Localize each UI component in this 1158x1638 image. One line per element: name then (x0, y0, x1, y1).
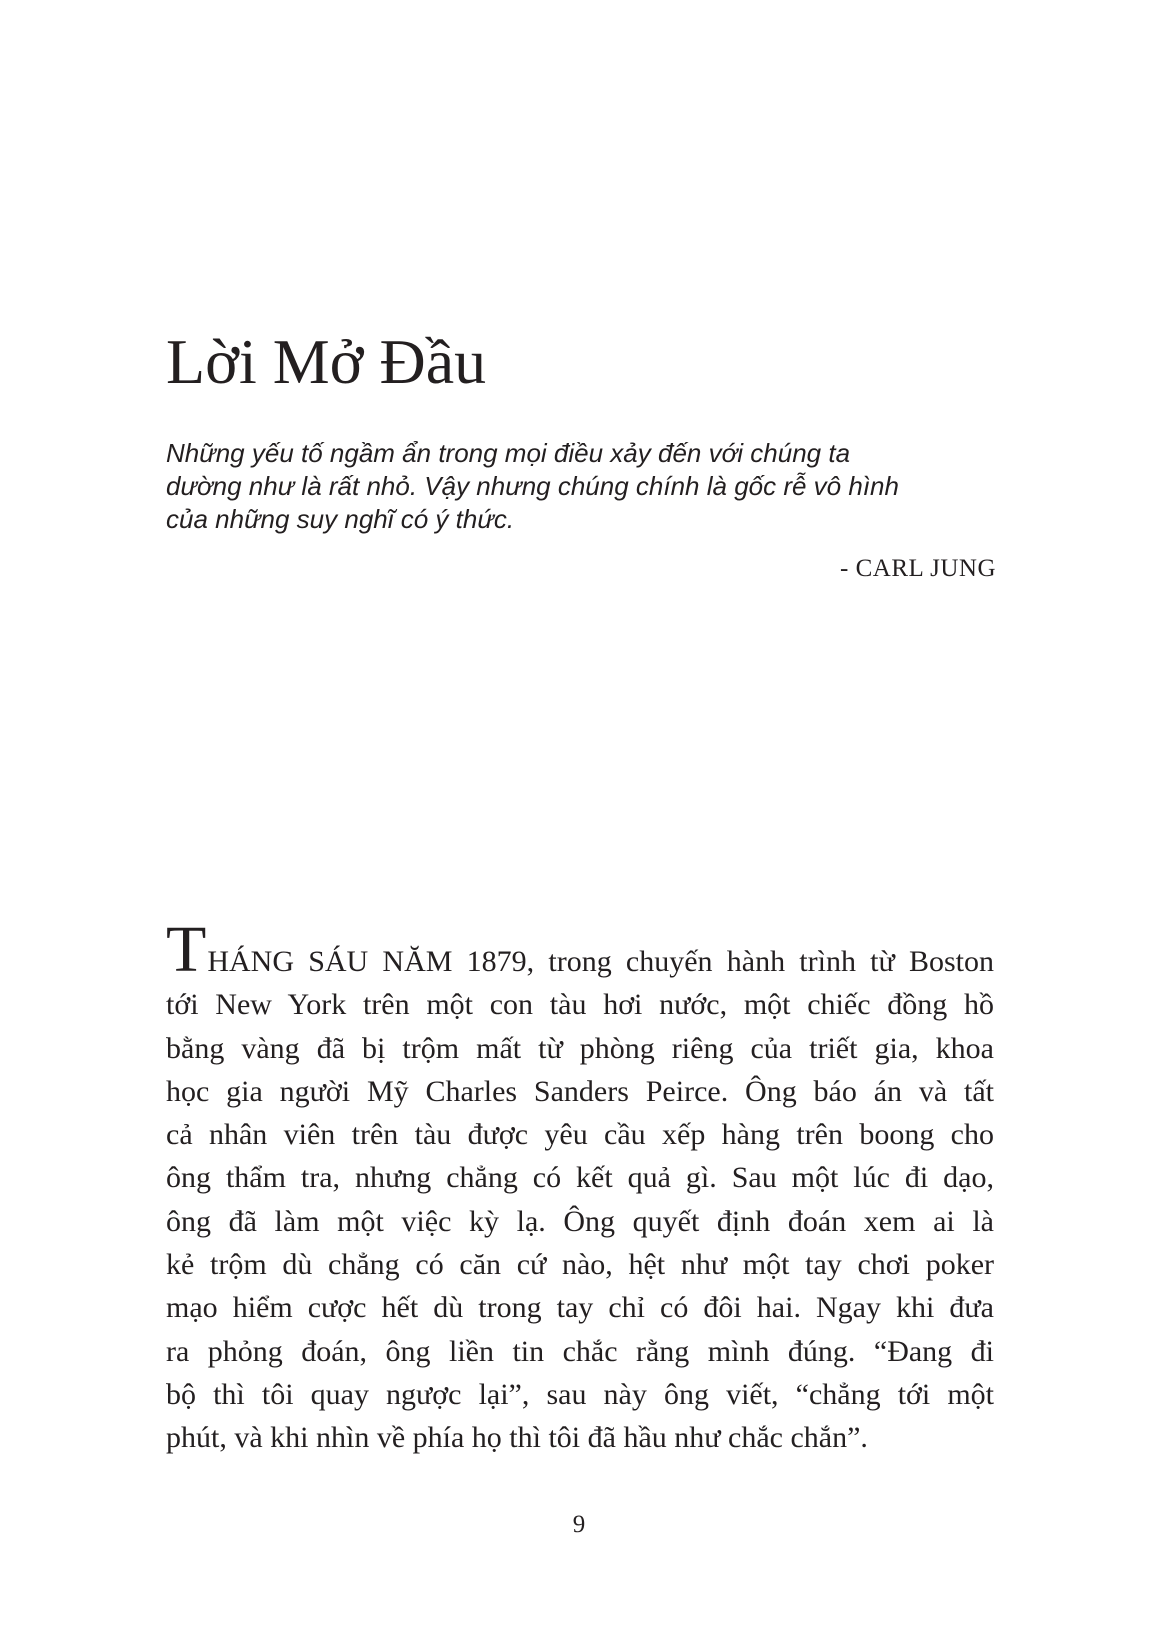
body-line: bằng vàng đã bị trộm mất từ phòng riêng của triết gia, khoa (166, 1031, 994, 1065)
body-paragraph (166, 913, 994, 1460)
epigraph-line: Những yếu tố ngầm ẩn trong mọi điều xảy đến với chúng ta (166, 438, 851, 468)
body-line: phút, và khi nhìn về phía họ thì tôi đã hầu như chắc chắn”. (166, 1421, 868, 1455)
body-line: mạo hiểm cược hết dù trong tay chỉ có đôi hai. Ngay khi đưa (166, 1291, 994, 1325)
drop-cap: T (166, 913, 207, 986)
body-line: ra phỏng đoán, ông liền tin chắc rằng mình đúng. “Đang đi (166, 1334, 994, 1368)
page-number: 9 (572, 1511, 586, 1538)
body-line: kẻ trộm dù chẳng có căn cứ nào, hệt như một tay chơi poker (166, 1248, 994, 1282)
body-line: bộ thì tôi quay ngược lại”, sau này ông viết, “chẳng tới một (166, 1377, 994, 1411)
epigraph (166, 437, 1006, 536)
body-line: tới New York trên một con tàu hơi nước, một chiếc đồng hồ (166, 988, 994, 1022)
body-line: cả nhân viên trên tàu được yêu cầu xếp hàng trên boong cho (166, 1118, 994, 1152)
epigraph-line: của những suy nghĩ có ý thức. (166, 504, 515, 534)
body-line: ông đã làm một việc kỳ lạ. Ông quyết định đoán xem ai là (166, 1204, 994, 1238)
first-line-text: HÁNG SÁU NĂM 1879, trong chuyến hành trình từ Boston (207, 945, 994, 978)
body-first-line (166, 913, 994, 986)
epigraph-line: dường như là rất nhỏ. Vậy nhưng chúng chính là gốc rễ vô hình (166, 471, 899, 501)
epigraph-attribution: - CARL JUNG (840, 555, 996, 582)
chapter-title: Lời Mở Đầu (166, 326, 487, 397)
body-line: ông thẩm tra, nhưng chẳng có kết quả gì. Sau một lúc đi dạo, (166, 1161, 994, 1195)
body-line: học gia người Mỹ Charles Sanders Peirce. Ông báo án và tất (166, 1074, 994, 1108)
